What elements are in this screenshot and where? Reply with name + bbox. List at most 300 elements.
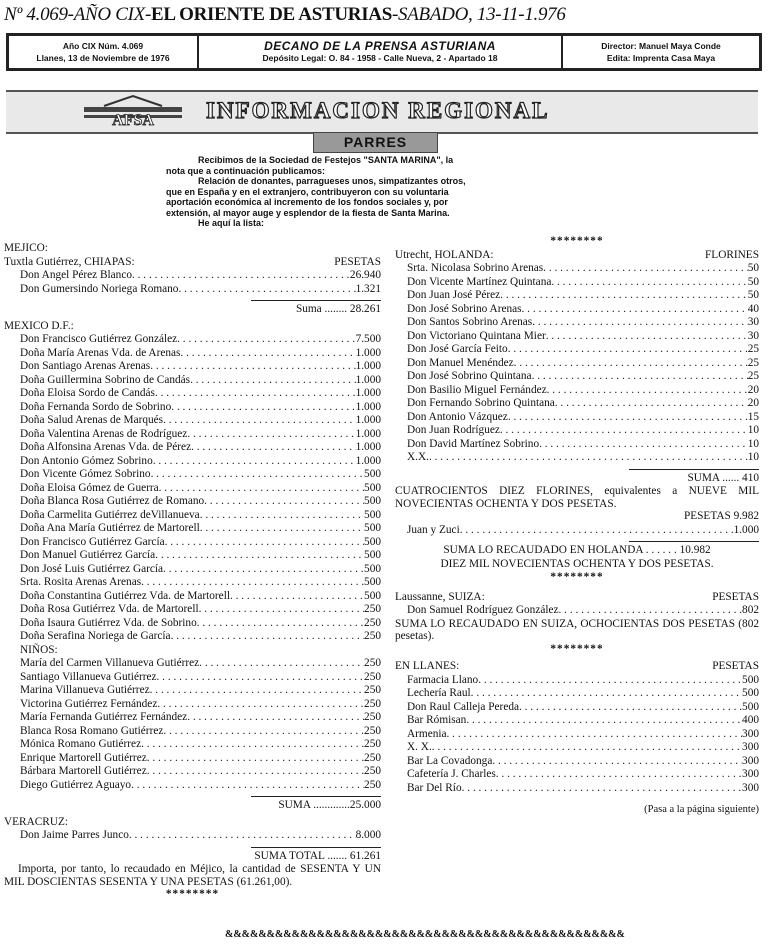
leader-dots	[492, 755, 742, 769]
holanda-list	[395, 262, 759, 465]
list-item	[407, 411, 759, 425]
suiza-heading-row	[395, 591, 759, 605]
donation-amount: 30	[747, 316, 759, 328]
right-column	[395, 235, 759, 817]
leader-dots	[180, 347, 355, 361]
separator-stars: ********	[550, 235, 604, 247]
list-item	[407, 741, 759, 755]
donation-amount: 1.000	[355, 387, 381, 399]
leader-dots	[447, 728, 743, 742]
list-item	[20, 590, 381, 604]
donation-amount: 250	[364, 616, 381, 629]
leader-dots	[522, 303, 748, 317]
list-item	[20, 374, 381, 388]
mejico-heading: MEJICO:	[4, 242, 48, 254]
leader-dots	[150, 684, 364, 698]
donation-amount: 50	[747, 275, 759, 288]
leader-dots	[163, 414, 356, 428]
donor-name: María del Carmen Villanueva Gutiérrez	[20, 657, 200, 669]
donor-name: Doña Rosa Gutiérrez Vda. de Martorell	[20, 603, 199, 615]
donation-amount: 250	[364, 765, 381, 777]
leader-dots	[171, 401, 355, 415]
list-item	[20, 495, 381, 509]
leader-dots	[230, 590, 364, 604]
mexico-df-list	[4, 333, 381, 644]
donation-amount: 500	[742, 687, 759, 699]
donation-amount: 500	[364, 495, 381, 507]
donation-amount: 300	[742, 754, 759, 767]
list-item	[407, 384, 759, 398]
list-item	[20, 576, 381, 590]
intro-line: Recibimos de la Sociedad de Festejos "SANTA MARINA", la	[198, 155, 454, 165]
leader-dots	[460, 524, 734, 538]
list-item	[407, 768, 759, 782]
divider	[251, 796, 381, 797]
leader-dots	[508, 343, 748, 357]
donor-name: Doña María Arenas Vda. de Arenas	[20, 346, 181, 359]
list-item	[20, 347, 381, 361]
list-item	[20, 468, 381, 482]
list-item	[20, 765, 381, 779]
donor-name: Don Gumersindo Noriega Romano	[20, 282, 179, 295]
leader-dots	[159, 482, 364, 496]
list-item	[20, 333, 381, 347]
donor-name: Don Francisco Gutiérrez García	[20, 535, 165, 548]
list-item	[20, 657, 381, 671]
donor-name: Srta. Nicolasa Sobrino Arenas	[407, 262, 544, 274]
leader-dots	[163, 563, 364, 577]
donation-amount: 20	[747, 397, 759, 409]
donation-amount: 40	[747, 302, 759, 315]
donation-amount: 250	[364, 711, 381, 723]
masthead-place-date: Llanes, 13 de Noviembre de 1976	[36, 53, 170, 63]
holanda-total: SUMA LO RECAUDADO EN HOLANDA . . . . . . 10.982	[443, 544, 711, 556]
donation-amount: 1.000	[355, 441, 381, 453]
pesetas-line: PESETAS 9.982	[683, 510, 759, 522]
mejico-total: SUMA TOTAL ....... 61.261	[254, 849, 381, 862]
list-item	[20, 482, 381, 496]
leader-dots	[462, 782, 742, 796]
list-item	[407, 782, 759, 796]
leader-dots	[551, 276, 747, 290]
donation-amount: 7.500	[355, 333, 381, 345]
separator-stars: ********	[550, 571, 604, 583]
donor-name: Doña Carmelita Gutiérrez deVillanueva	[20, 508, 200, 521]
leader-dots	[199, 657, 364, 671]
leader-dots	[153, 455, 356, 469]
list-item	[20, 387, 381, 401]
donation-amount: 250	[364, 670, 381, 683]
donation-amount: 500	[364, 576, 381, 588]
banner-title: INFORMACION REGIONAL	[206, 98, 550, 123]
donation-amount: 25	[747, 343, 759, 355]
donor-name: Mónica Romano Gutiérrez	[20, 738, 142, 750]
left-column	[4, 242, 381, 902]
leader-dots	[150, 360, 355, 374]
leader-dots	[191, 441, 355, 455]
list-item	[20, 563, 381, 577]
donor-name: Don Manuel Gutiérrez García	[20, 549, 156, 561]
donation-amount: 25	[747, 356, 759, 369]
leader-dots	[471, 687, 742, 701]
donor-name: Don Manuel Menéndez	[407, 356, 514, 369]
extra-donor-list	[395, 524, 759, 538]
donor-name: Doña Ana María Gutiérrez de Martorell	[20, 522, 200, 534]
leader-dots	[131, 779, 364, 793]
mexico-df-heading: MEXICO D.F.:	[4, 319, 74, 332]
donor-name: Doña Serafina Noriega de García	[20, 630, 171, 642]
list-item	[20, 603, 381, 617]
masthead-right	[563, 36, 759, 68]
donation-amount: 500	[364, 562, 381, 575]
intro-line: He aquí la lista:	[198, 218, 265, 228]
donation-amount: 250	[364, 630, 381, 642]
donor-name: Marina Villanueva Gutiérrez	[20, 684, 150, 696]
masthead-publisher: Edita: Imprenta Casa Maya	[606, 53, 716, 63]
holanda-heading-row	[395, 249, 759, 263]
masthead-legal: Depósito Legal: O. 84 - 1958 - Calle Nueva, 2 - Apartado 18	[262, 53, 498, 63]
donor-name: Don Raul Calleja Pereda	[407, 700, 519, 713]
list-item	[20, 509, 381, 523]
leader-dots	[532, 370, 748, 384]
donation-amount: 250	[364, 724, 381, 737]
donor-name: Doña Isaura Gutiérrez Vda. de Sobrino	[20, 616, 197, 629]
leader-dots	[141, 576, 364, 590]
leader-dots	[147, 752, 364, 766]
donor-name: Farmacia Llano	[407, 673, 479, 686]
leader-dots	[163, 725, 364, 739]
separator-stars: ********	[165, 888, 220, 900]
ninos-heading: NIÑOS:	[20, 643, 58, 656]
leader-dots	[514, 357, 748, 371]
issue-date: -SABADO, 13-11-1.976	[392, 4, 566, 25]
donation-amount: 400	[742, 714, 759, 726]
donation-amount: 500	[364, 481, 381, 494]
donation-amount: 250	[364, 738, 381, 750]
tuxtla-heading: Tuxtla Gutiérrez, CHIAPAS:	[4, 255, 135, 268]
masthead-issue: Año CIX Núm. 4.069	[62, 41, 144, 51]
donor-name: Victorina Gutiérrez Fernández	[20, 697, 158, 710]
donation-amount: 300	[742, 781, 759, 794]
donation-amount: 1.000	[355, 454, 381, 467]
leader-dots	[141, 738, 364, 752]
donation-amount: 26.940	[349, 269, 381, 281]
list-item	[407, 343, 759, 357]
donor-name: María Fernanda Gutiérrez Fernández	[20, 711, 188, 723]
donation-amount: 1.000	[733, 523, 759, 536]
leader-dots	[151, 468, 364, 482]
donor-name: Don Francisco Gutiérrez González	[20, 333, 178, 345]
donation-amount: 300	[742, 727, 759, 740]
donation-amount: 500	[364, 468, 381, 480]
leader-dots	[547, 384, 748, 398]
tuxtla-heading-row	[4, 256, 381, 270]
donation-amount: 50	[747, 262, 759, 274]
donor-name: Don Vicente Gómez Sobrino	[20, 468, 151, 480]
leader-dots	[178, 283, 355, 297]
currency-label: FLORINES	[705, 248, 759, 261]
currency-label: PESETAS	[334, 255, 381, 268]
tuxtla-sum: Suma ........ 28.261	[295, 303, 381, 315]
llanes-heading: EN LLANES:	[395, 660, 460, 672]
donor-name: Don José García Feito	[407, 343, 508, 355]
llanes-list	[395, 674, 759, 796]
veracruz-heading: VERACRUZ:	[4, 815, 69, 828]
donation-amount: 250	[364, 684, 381, 696]
separator-stars: ********	[550, 642, 604, 655]
intro-line: extensión, al mayor auge y esplendor de la fiesta de Santa Marina.	[166, 207, 450, 218]
donation-amount: 10	[747, 424, 759, 436]
donor-name: Don Samuel Rodríguez González	[407, 604, 559, 616]
mejico-closing-text: Importa, por tanto, lo recaudado en Méjico, la cantidad de SESENTA Y UN MIL DOSCIENTAS SESENTA Y UNA PESETAS (61.261,00).	[4, 863, 381, 888]
list-item	[20, 779, 381, 793]
list-item	[20, 738, 381, 752]
leader-dots	[532, 316, 747, 330]
list-item	[20, 630, 381, 644]
leader-dots	[559, 604, 743, 618]
donor-name: Don Vicente Martínez Quintana	[407, 275, 552, 288]
donation-amount: 250	[364, 657, 381, 669]
leader-dots	[546, 330, 748, 344]
donor-name: Doña Eloisa Sordo de Candás	[20, 387, 155, 399]
donation-amount: 500	[364, 589, 381, 602]
donor-name: Don Antonio Vázquez	[407, 410, 508, 423]
leader-dots	[508, 411, 748, 425]
list-item	[407, 451, 759, 465]
donation-amount: 300	[742, 768, 759, 780]
donation-amount: 8.000	[355, 829, 381, 841]
leader-dots	[165, 536, 364, 550]
intro-line: nota que a continuación publicamos:	[166, 165, 326, 176]
list-item	[407, 330, 759, 344]
donor-name: Cafetería J. Charles	[407, 768, 496, 780]
donor-name: Santiago Villanueva Gutiérrez	[20, 670, 157, 683]
list-item	[407, 604, 759, 618]
leader-dots	[199, 603, 364, 617]
leader-dots	[478, 674, 742, 688]
donor-name: Don José Luis Gutiérrez García	[20, 562, 164, 575]
list-item	[407, 687, 759, 701]
donation-amount: 500	[364, 508, 381, 521]
list-item	[20, 536, 381, 550]
donation-amount: 10	[747, 451, 759, 463]
issue-number: Nº 4.069-AÑO CIX-	[4, 4, 151, 25]
list-item	[407, 728, 759, 742]
donation-amount: 15	[747, 410, 759, 423]
donor-name: Blanca Rosa Romano Gutiérrez	[20, 724, 164, 737]
leader-dots	[200, 522, 364, 536]
donor-name: Doña Salud Arenas de Marqués	[20, 414, 164, 426]
donor-name: Srta. Rosita Arenas Arenas	[20, 576, 142, 588]
donor-name: Enrique Martorell Gutiérrez	[20, 751, 147, 764]
donor-name: Don José Sobrino Arenas	[407, 302, 522, 315]
list-item	[407, 357, 759, 371]
donor-name: Doña Valentina Arenas de Rodríguez	[20, 427, 188, 440]
donor-name: Don Antonio Gómez Sobrino	[20, 454, 153, 467]
list-item	[407, 397, 759, 411]
donor-name: Don Victoriano Quintana Mier	[407, 329, 546, 342]
leader-dots	[171, 630, 364, 644]
leader-dots	[539, 438, 748, 452]
masthead-director: Director: Manuel Maya Conde	[601, 41, 721, 51]
divider	[251, 847, 381, 848]
donation-amount: 250	[364, 778, 381, 791]
donation-amount: 500	[364, 535, 381, 548]
donor-name: Doña Guillermina Sobrino de Candás	[20, 373, 191, 386]
holanda-sum: SUMA ...... 410	[687, 471, 759, 484]
leader-dots	[155, 387, 356, 401]
donor-name: Don José Sobrino Quintana	[407, 370, 532, 382]
donation-amount: 1.000	[355, 414, 381, 426]
intro-paragraph	[166, 155, 606, 229]
donor-name: Don Santiago Arenas Arenas	[20, 360, 151, 372]
donor-name: Diego Gutiérrez Aguayo	[20, 778, 132, 791]
leader-dots	[157, 671, 365, 685]
list-item	[20, 455, 381, 469]
donor-name: Bárbara Martorell Gutiérrez	[20, 765, 147, 777]
list-item	[20, 752, 381, 766]
donor-name: Don Juan Rodríguez	[407, 424, 500, 436]
intro-line: Relación de donantes, parragueses unos, simpatizantes otros,	[198, 176, 466, 186]
divider	[629, 469, 759, 470]
list-item	[20, 360, 381, 374]
list-item	[407, 424, 759, 438]
donation-amount: 25	[747, 370, 759, 382]
list-item	[407, 289, 759, 303]
leader-dots	[197, 617, 364, 631]
leader-dots	[204, 495, 364, 509]
leader-dots	[543, 262, 748, 276]
list-item	[20, 549, 381, 563]
newspaper-name: EL ORIENTE DE ASTURIAS	[150, 4, 392, 25]
list-item	[407, 303, 759, 317]
leader-dots	[129, 829, 356, 843]
list-item	[407, 370, 759, 384]
donation-amount: 300	[742, 741, 759, 753]
donor-name: Don Angel Pérez Blanco	[20, 269, 132, 281]
list-item	[20, 711, 381, 725]
leader-dots	[500, 289, 748, 303]
leader-dots	[157, 698, 364, 712]
donor-name: X.X.	[407, 451, 429, 463]
svg-text:AFSA: AFSA	[112, 112, 154, 128]
list-item	[20, 829, 381, 843]
list-item	[20, 428, 381, 442]
donor-name: Doña Eloisa Gómez de Guerra	[20, 481, 159, 494]
leader-dots	[187, 428, 355, 442]
masthead-left	[9, 36, 199, 68]
leader-dots	[187, 711, 364, 725]
masthead-motto: DECANO DE LA PRENSA ASTURIANA	[264, 39, 496, 53]
leader-dots	[155, 549, 364, 563]
leader-dots	[555, 397, 748, 411]
divider	[629, 541, 759, 542]
list-item	[20, 401, 381, 415]
list-item	[407, 714, 759, 728]
list-item	[407, 755, 759, 769]
section-title: PARRES	[313, 132, 438, 153]
donor-name: Don Jaime Parres Junco	[20, 829, 129, 841]
leader-dots	[177, 333, 355, 347]
suiza-list	[395, 604, 759, 618]
donor-name: Bar Rómisan	[407, 714, 467, 726]
donation-amount: 250	[364, 697, 381, 710]
donation-amount: 1.000	[355, 400, 381, 413]
banner-logo-icon	[84, 94, 182, 128]
donation-amount: 1.000	[355, 373, 381, 386]
leader-dots	[132, 269, 350, 283]
donor-name: Bar Del Río	[407, 781, 462, 794]
donation-amount: 500	[742, 673, 759, 686]
donor-name: Lechería Raul	[407, 687, 471, 699]
divider	[251, 300, 381, 301]
donor-name: Armenia	[407, 727, 447, 740]
list-item	[20, 671, 381, 685]
list-item	[20, 414, 381, 428]
donor-name: Juan y Zuci	[407, 523, 460, 536]
holanda-total-words: DIEZ MIL NOVECIENTAS OCHENTA Y DOS PESETAS.	[440, 557, 714, 570]
currency-label: PESETAS	[712, 590, 759, 603]
donor-name: Don Basilio Miguel Fernández	[407, 383, 547, 396]
donor-name: Doña Alfonsina Arenas Vda. de Pérez	[20, 441, 192, 453]
donor-name: Bar La Covadonga	[407, 754, 493, 767]
list-item	[20, 522, 381, 536]
donor-name: Don Juan José Pérez	[407, 289, 501, 301]
footer-ornament: &&&&&&&&&&&&&&&&&&&&&&&&&&&&&&&&&&&&&&&&&&&&&&&&	[225, 929, 625, 940]
donor-name: Doña Blanca Rosa Gutiérrez de Romano	[20, 495, 205, 507]
list-item	[407, 316, 759, 330]
list-item	[407, 701, 759, 715]
list-item	[20, 617, 381, 631]
intro-line: aportación económica al incremento de los fondos sociales y, por	[166, 197, 448, 207]
leader-dots	[519, 701, 742, 715]
donation-amount: 50	[747, 289, 759, 301]
leader-dots	[500, 424, 748, 438]
tuxtla-list	[4, 269, 381, 296]
list-item	[407, 262, 759, 276]
donation-amount: 500	[364, 522, 381, 534]
donation-amount: 250	[364, 603, 381, 615]
masthead	[6, 33, 762, 71]
list-item	[407, 276, 759, 290]
llanes-heading-row	[395, 660, 759, 674]
donation-amount: 802	[742, 604, 759, 616]
section-banner	[6, 90, 758, 134]
donation-amount: 1.000	[355, 427, 381, 440]
donor-name: X. X.	[407, 741, 432, 753]
donation-amount: 250	[364, 751, 381, 764]
suiza-total: SUMA LO RECAUDADO EN SUIZA, OCHOCIENTAS DOS PESETAS (802 pesetas).	[395, 617, 759, 642]
donation-amount: 10	[747, 437, 759, 450]
leader-dots	[429, 451, 748, 465]
donation-amount: 500	[364, 549, 381, 561]
list-item	[20, 441, 381, 455]
leader-dots	[200, 509, 364, 523]
leader-dots	[466, 714, 742, 728]
donor-name: Doña Fernanda Sordo de Sobrino	[20, 400, 172, 413]
donation-amount: 1.000	[355, 346, 381, 359]
florines-text: CUATROCIENTOS DIEZ FLORINES, equivalentes a NUEVE MIL NOVECIENTAS OCHENTA Y DOS PESETAS.	[395, 485, 759, 510]
veracruz-list	[4, 829, 381, 843]
leader-dots	[496, 768, 742, 782]
mexico-df-sum: SUMA .............25.000	[278, 799, 381, 811]
currency-label: PESETAS	[712, 660, 759, 672]
leader-dots	[190, 374, 356, 388]
holanda-heading: Utrecht, HOLANDA:	[395, 248, 494, 261]
donation-amount: 1.000	[355, 360, 381, 372]
list-item	[20, 684, 381, 698]
donation-amount: 500	[742, 700, 759, 713]
